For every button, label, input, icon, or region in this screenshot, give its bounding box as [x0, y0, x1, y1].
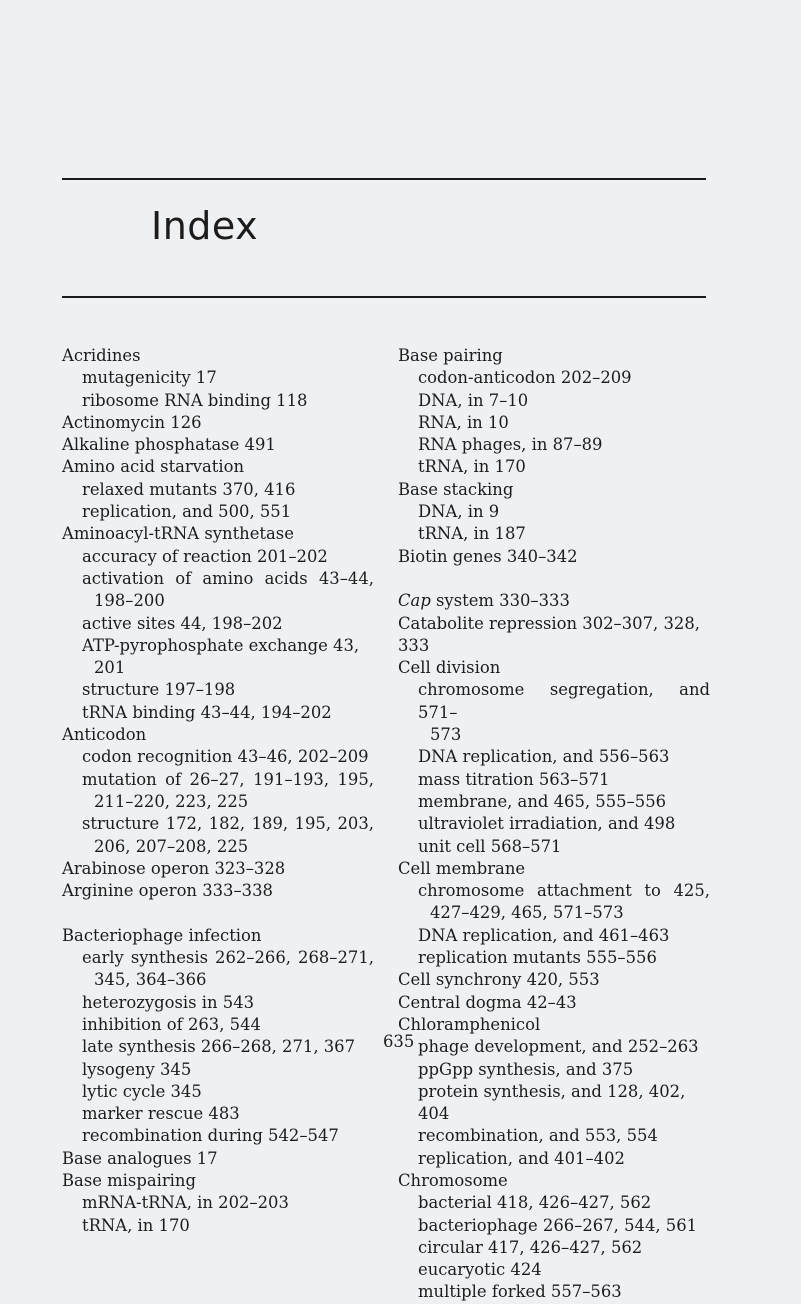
- index-heading: Biotin genes 340–342: [398, 546, 578, 566]
- index-heading: Acridines: [62, 346, 141, 365]
- index-subentry: inhibition of 263, 544: [82, 1014, 261, 1034]
- index-heading: Central dogma 42–43: [398, 992, 577, 1012]
- index-heading: Alkaline phosphatase 491: [62, 435, 276, 455]
- entry-gap: [62, 902, 374, 924]
- index-heading: Chromosome: [398, 1170, 508, 1190]
- index-subentry: structure 197–198: [82, 680, 236, 700]
- index-heading: Base pairing: [398, 346, 503, 365]
- index-subentry: early synthesis 262–266, 268–271,: [82, 948, 374, 968]
- index-subentry: DNA, in 7–10: [418, 390, 529, 410]
- index-subentry: relaxed mutants 370, 416: [82, 479, 296, 499]
- index-subentry: bacteriophage 266–267, 544, 561: [418, 1215, 698, 1235]
- index-subentry: ribosome RNA binding 118: [82, 390, 308, 410]
- index-continuation: 211–220, 223, 225: [94, 791, 249, 811]
- index-subentry: DNA replication, and 461–463: [418, 925, 670, 945]
- index-subentry: mRNA-tRNA, in 202–203: [82, 1193, 289, 1213]
- index-subentry: active sites 44, 198–202: [82, 613, 283, 633]
- page-number: 635: [383, 1032, 415, 1051]
- index-subentry: eucaryotic 424: [418, 1260, 542, 1280]
- index-continuation: 573: [430, 725, 462, 745]
- index-heading: Actinomycin 126: [62, 412, 202, 432]
- index-subentry: mutation of 26–27, 191–193, 195,: [82, 769, 374, 789]
- index-subentry: ultraviolet irradiation, and 498: [418, 814, 676, 834]
- index-subentry: replication, and 500, 551: [82, 502, 292, 522]
- index-heading: Catabolite repression 302–307, 328, 333: [398, 613, 700, 655]
- index-heading: Base analogues 17: [62, 1148, 218, 1168]
- index-subentry: marker rescue 483: [82, 1104, 240, 1124]
- index-subentry: tRNA, in 170: [82, 1215, 190, 1235]
- page-title: Index: [151, 204, 259, 248]
- index-subentry: circular 417, 426–427, 562: [418, 1237, 643, 1257]
- index-subentry: late synthesis 266–268, 271, 367: [82, 1037, 356, 1057]
- index-subentry: multiple forked 557–563: [418, 1282, 622, 1302]
- index-subentry: recombination during 542–547: [82, 1126, 339, 1146]
- index-subentry: RNA, in 10: [418, 412, 509, 432]
- index-continuation: 206, 207–208, 225: [94, 836, 249, 856]
- index-continuation: 198–200: [94, 591, 165, 611]
- index-heading: [398, 590, 710, 612]
- index-subentry: ATP-pyrophosphate exchange 43,: [82, 635, 360, 655]
- index-subentry: tRNA, in 170: [418, 457, 526, 477]
- index-heading: Base mispairing: [62, 1170, 196, 1190]
- bottom-rule: [62, 296, 706, 298]
- index-subentry: phage development, and 252–263: [418, 1037, 699, 1057]
- index-heading-suffix: system 330–333: [430, 591, 570, 611]
- right-column: [398, 345, 710, 1304]
- index-heading-italic: Cap: [398, 591, 431, 611]
- index-subentry: tRNA, in 187: [418, 524, 526, 544]
- index-heading: Bacteriophage infection: [62, 925, 262, 945]
- index-heading: Chloramphenicol: [398, 1014, 541, 1034]
- index-subentry: recombination, and 553, 554: [418, 1126, 658, 1146]
- index-subentry: codon-anticodon 202–209: [418, 368, 632, 388]
- entry-gap: [398, 568, 710, 590]
- left-column: [62, 345, 374, 1237]
- index-heading: Amino acid starvation: [62, 457, 245, 477]
- index-subentry: DNA replication, and 556–563: [418, 747, 670, 767]
- index-subentry: activation of amino acids 43–44,: [82, 568, 374, 588]
- index-subentry: ppGpp synthesis, and 375: [418, 1059, 634, 1079]
- index-subentry: membrane, and 465, 555–556: [418, 791, 667, 811]
- index-subentry: protein synthesis, and 128, 402, 404: [418, 1081, 686, 1124]
- index-heading: Anticodon: [62, 725, 147, 745]
- index-heading: Cell membrane: [398, 858, 526, 878]
- index-heading: Cell division: [398, 658, 501, 678]
- index-heading: Base stacking: [398, 479, 514, 499]
- index-subentry: chromosome segregation, and 571–: [418, 680, 710, 722]
- index-continuation: 345, 364–366: [94, 970, 207, 990]
- index-subentry: heterozygosis in 543: [82, 992, 255, 1012]
- index-subentry: lysogeny 345: [82, 1059, 192, 1079]
- index-heading: Cell synchrony 420, 553: [398, 970, 600, 990]
- index-subentry: DNA, in 9: [418, 502, 500, 522]
- index-subentry: accuracy of reaction 201–202: [82, 546, 328, 566]
- index-subentry: codon recognition 43–46, 202–209: [82, 747, 369, 767]
- index-subentry: mutagenicity 17: [82, 368, 217, 388]
- index-subentry: replication, and 401–402: [418, 1148, 625, 1168]
- index-subentry: structure 172, 182, 189, 195, 203,: [82, 814, 374, 834]
- index-subentry: chromosome attachment to 425,: [418, 881, 710, 901]
- index-heading: Arginine operon 333–338: [62, 881, 273, 901]
- index-subentry: unit cell 568–571: [418, 836, 562, 856]
- top-rule: [62, 178, 706, 180]
- index-subentry: tRNA binding 43–44, 194–202: [82, 702, 332, 722]
- index-subentry: bacterial 418, 426–427, 562: [418, 1193, 652, 1213]
- index-subentry: RNA phages, in 87–89: [418, 435, 603, 455]
- index-heading: Arabinose operon 323–328: [62, 858, 286, 878]
- index-heading: Aminoacyl-tRNA synthetase: [62, 524, 294, 544]
- index-subentry: lytic cycle 345: [82, 1081, 202, 1101]
- index-continuation: 427–429, 465, 571–573: [430, 903, 624, 923]
- index-subentry: mass titration 563–571: [418, 769, 610, 789]
- index-continuation: 201: [94, 658, 126, 678]
- index-subentry: replication mutants 555–556: [418, 948, 657, 968]
